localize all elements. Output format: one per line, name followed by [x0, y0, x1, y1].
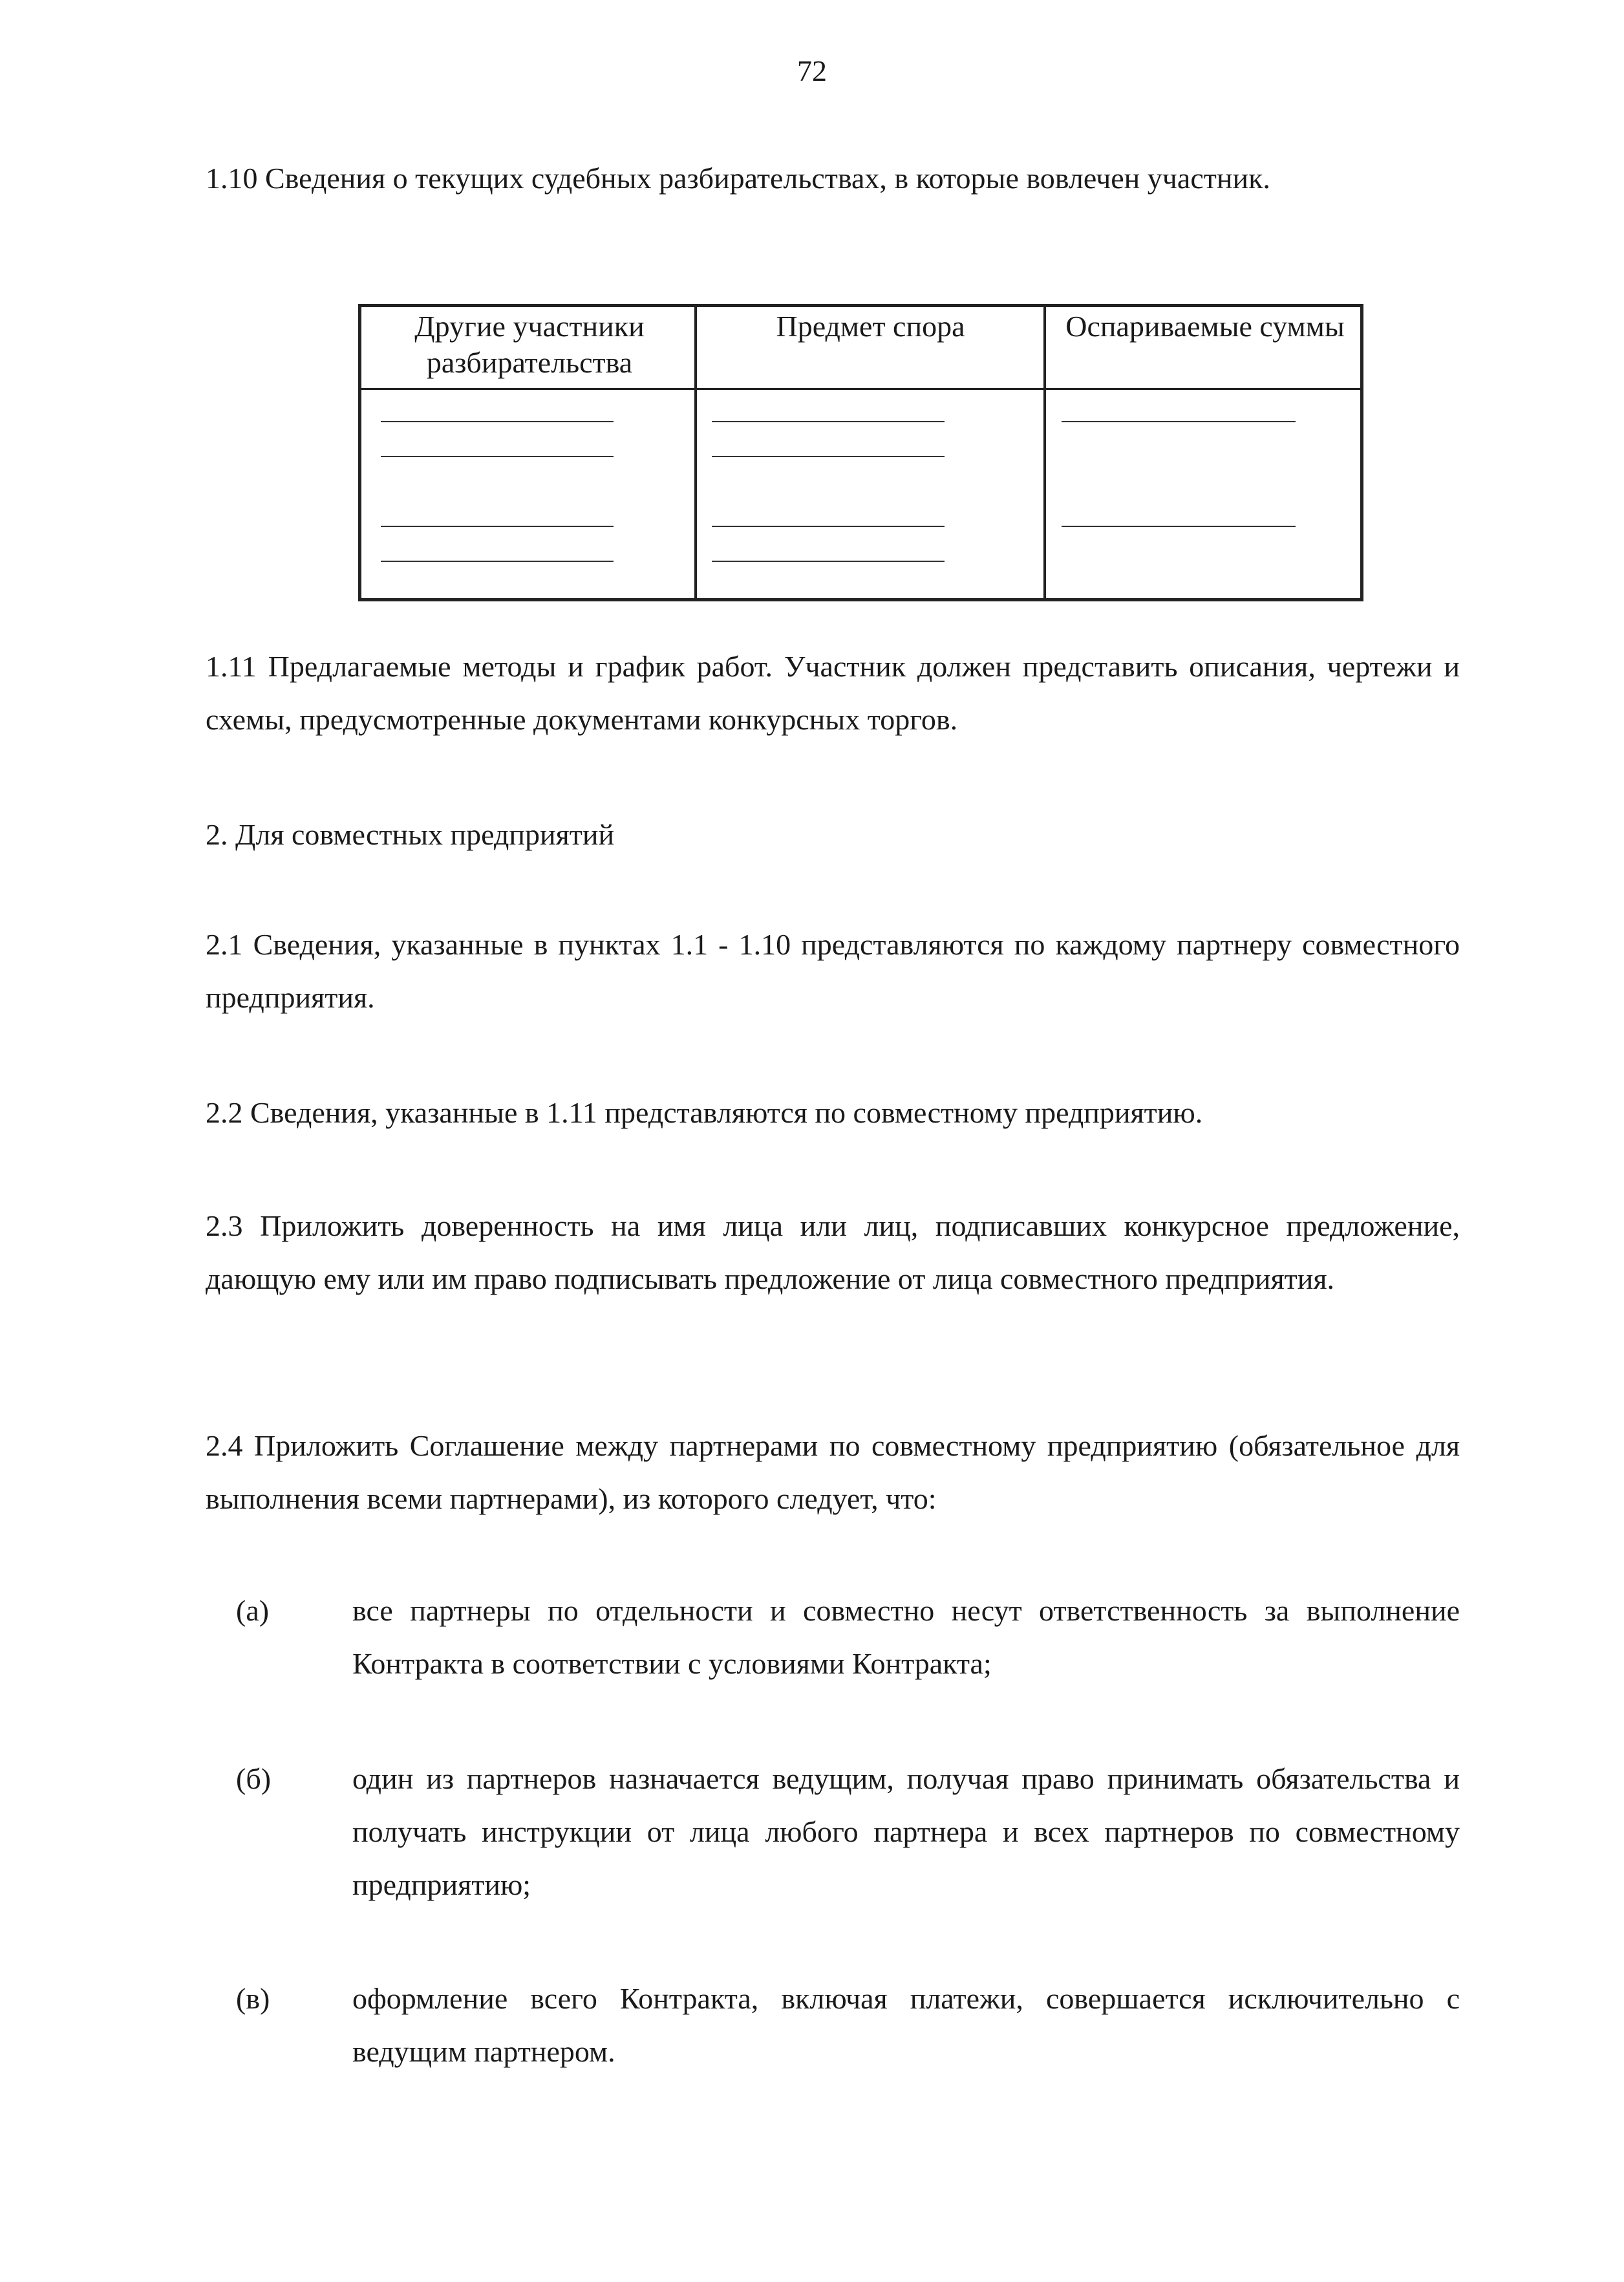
table-header-divider	[361, 388, 1360, 390]
litigation-table	[358, 304, 1363, 601]
table-header-subject: Предмет спора	[776, 310, 965, 343]
table-blank-line	[381, 421, 614, 422]
list-item-text: все партнеры по отдельности и совместно несут ответственность за выполнение Контракта в соответствии с условиями Контракта;	[352, 1594, 1460, 1680]
list-marker: (а)	[236, 1594, 270, 1627]
table-column-divider	[694, 307, 697, 598]
table-blank-line	[1062, 421, 1296, 422]
table-blank-line	[381, 526, 614, 527]
table-column-divider	[1043, 307, 1046, 598]
table-blank-line	[381, 456, 614, 457]
list-item-text: оформление всего Контракта, включая платежи, совершается исключительно с ведущим партнером.	[352, 1982, 1460, 2068]
table-blank-line	[712, 421, 945, 422]
list-marker: (в)	[236, 1982, 270, 2015]
section-1-10-text: 1.10 Сведения о текущих судебных разбирательствах, в которые вовлечен участник.	[206, 162, 1270, 195]
section-1-11-text: 1.11 Предлагаемые методы и график работ. Участник должен представить описания, чертежи и схемы, предусмотренные документами конкурсных торгов.	[206, 650, 1460, 736]
list-item-text: один из партнеров назначается ведущим, получая право принимать обязательства и получать инструкции от лица любого партнера и всех партнеров по совместному предприятию;	[352, 1762, 1460, 1901]
section-2-3-text: 2.3 Приложить доверенность на имя лица или лиц, подписавших конкурсное предложение, дающую ему или им право подписывать предложение от лица совместного предприятия.	[206, 1209, 1460, 1295]
table-header-amounts: Оспариваемые суммы	[1065, 310, 1345, 343]
table-blank-line	[1062, 526, 1296, 527]
table-blank-line	[712, 456, 945, 457]
section-2-4-text: 2.4 Приложить Соглашение между партнерами по совместному предприятию (обязательное для выполнения всеми партнерами), из которого следует, что:	[206, 1429, 1460, 1515]
table-blank-line	[712, 561, 945, 562]
section-2-2-text: 2.2 Сведения, указанные в 1.11 представляются по совместному предприятию.	[206, 1096, 1203, 1129]
section-2-heading: 2. Для совместных предприятий	[206, 818, 615, 851]
section-2-1-text: 2.1 Сведения, указанные в пунктах 1.1 - 1.10 представляются по каждому партнеру совместного предприятия.	[206, 928, 1460, 1014]
list-marker: (б)	[236, 1762, 272, 1795]
table-blank-line	[381, 561, 614, 562]
table-blank-line	[712, 526, 945, 527]
page-number: 72	[797, 54, 827, 87]
table-header-participants: Другие участники разбирательства	[414, 310, 645, 379]
